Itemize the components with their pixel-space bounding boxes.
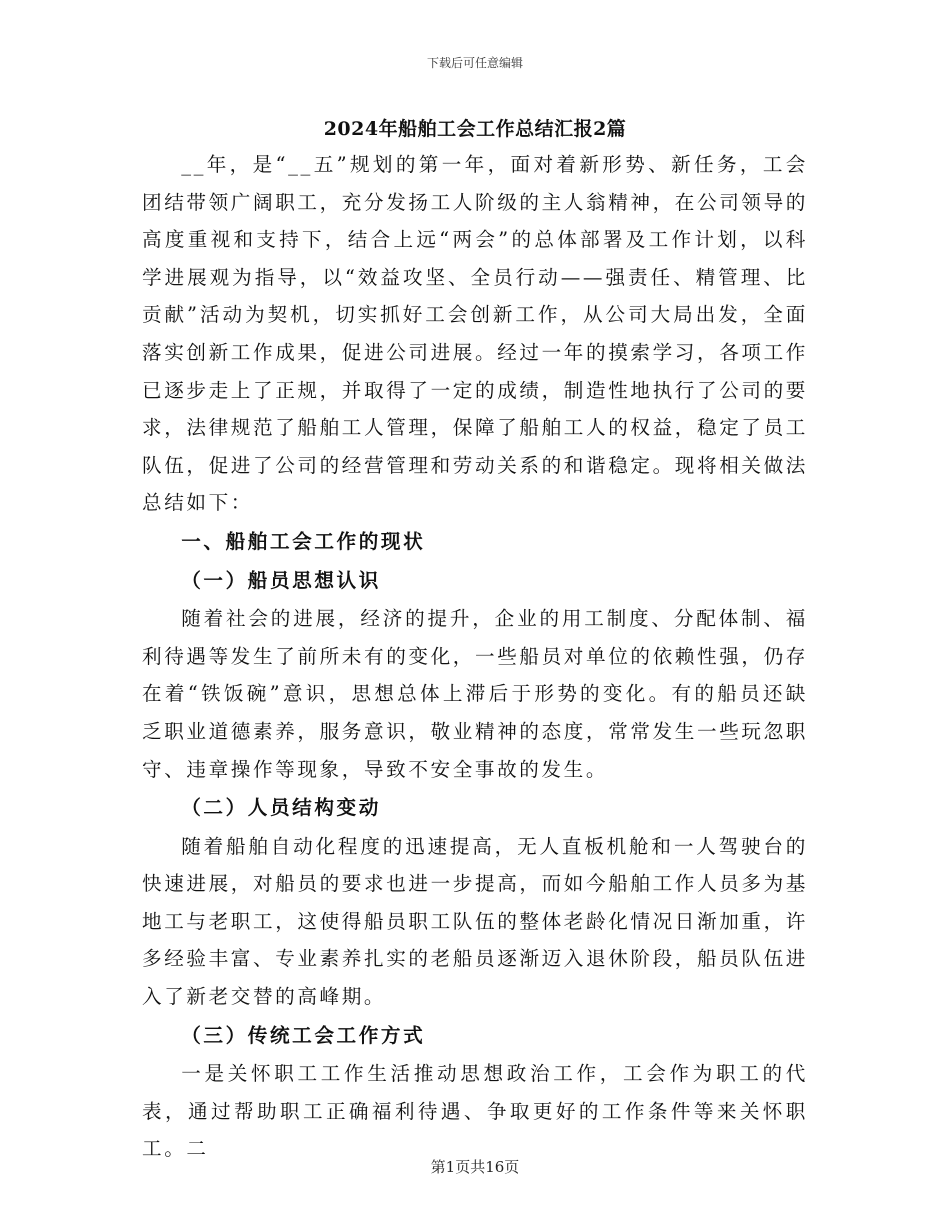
- subsection-heading-traditional: （三）传统工会工作方式: [181, 1023, 426, 1047]
- subsection-body-traditional: 一是关怀职工工作生活推动思想政治工作，工会作为职工的代表，通过帮助职工正确福利待遇、争取更好的工作条件等来关怀职工。二: [142, 1062, 808, 1161]
- page-footer: 第1页共16页: [430, 1158, 520, 1176]
- subsection-body-structure: 随着船舶自动化程度的迅速提高，无人直板机舱和一人驾驶台的快速进展，对船员的要求也进一步提高，而如今船舶工作人员多为基地工与老职工，这使得船员职工队伍的整体老龄化情况日渐加重，许多经验丰富、专业素养扎实的老船员逐渐迈入退休阶段，船员队伍进入了新老交替的高峰期。: [142, 834, 808, 1009]
- header-note: 下载后可任意编辑: [426, 56, 523, 70]
- section-heading-status: 一、船舶工会工作的现状: [181, 529, 426, 553]
- intro-paragraph: __年，是“__五”规划的第一年，面对着新形势、新任务，工会团结带领广阔职工，充分发扬工人阶级的主人翁精神，在公司领导的高度重视和支持下，结合上远“两会”的总体部署及工作计划，以科学进展观为指导，以“效益攻坚、全员行动——强责任、精管理、比贡献”活动为契机，切实抓好工会创新工作，从公司大局出发，全面落实创新工作成果，促进公司进展。经过一年的摸索学习，各项工作已逐步走上了正规，并取得了一定的成绩，制造性地执行了公司的要求，法律规范了船舶工人管理，保障了船舶工人的权益，稳定了员工队伍，促进了公司的经营管理和劳动关系的和谐稳定。现将相关做法总结如下：: [142, 153, 808, 515]
- subsection-body-thinking: 随着社会的进展，经济的提升，企业的用工制度、分配体制、福利待遇等发生了前所未有的变化，一些船员对单位的依赖性强，仍存在着“铁饭碗”意识，思想总体上滞后于形势的变化。有的船员还缺乏职业道德素养，服务意识，敬业精神的态度，常常发生一些玩忽职守、违章操作等现象，导致不安全事故的发生。: [142, 607, 808, 781]
- subsection-heading-thinking: （一）船员思想认识: [181, 568, 381, 592]
- page-title: 2024年船舶工会工作总结汇报2篇: [323, 118, 627, 140]
- document-body: [142, 146, 808, 1168]
- subsection-heading-structure: （二）人员结构变动: [181, 796, 381, 820]
